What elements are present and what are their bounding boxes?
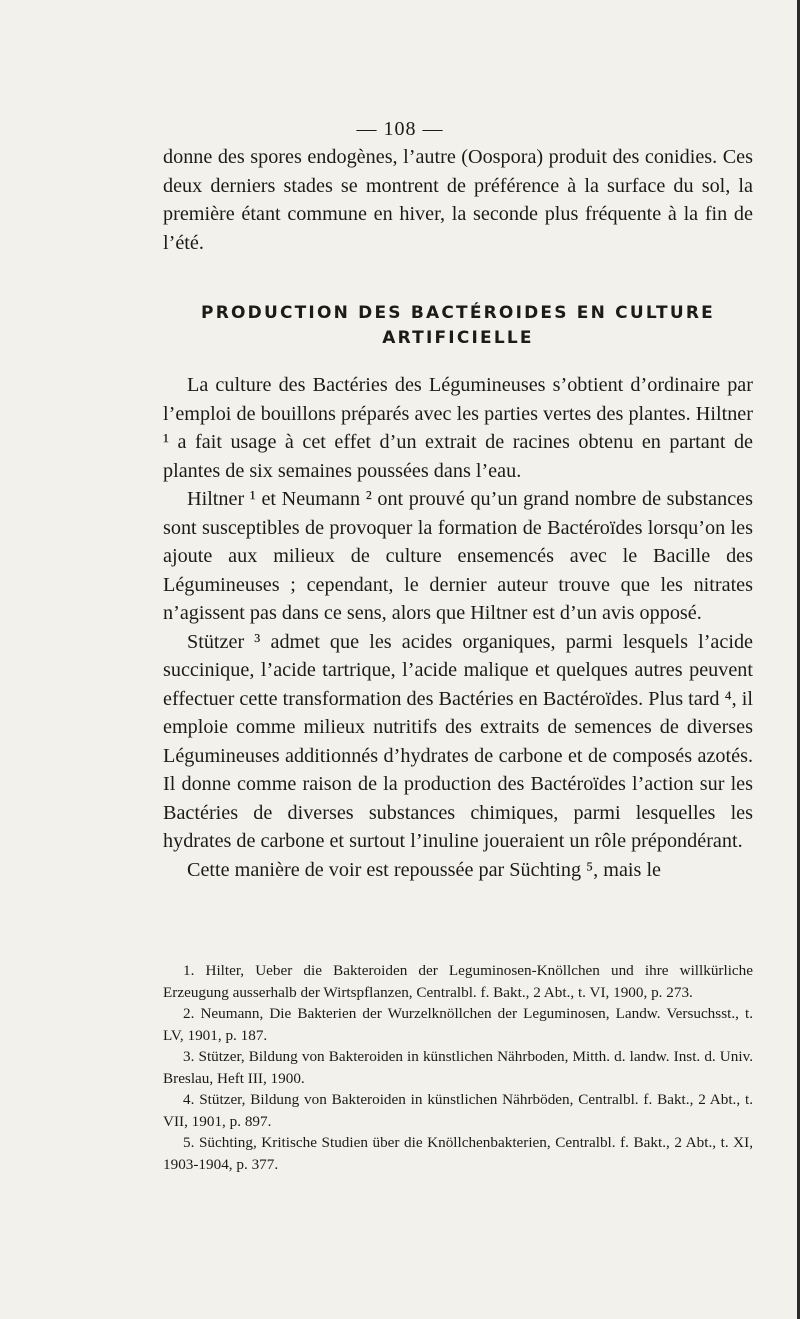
footnote: 3. Stützer, Bildung von Bakteroiden in künstlichen Nährboden, Mitth. d. landw. Inst. d. Univ. Breslau, Heft III, 1900. <box>163 1048 753 1087</box>
section-heading: PRODUCTION DES BACTÉROIDES EN CULTURE ARTIFICIELLE <box>201 303 715 348</box>
footnotes <box>163 960 753 1175</box>
paragraph: La culture des Bactéries des Légumineuses s’obtient d’ordinaire par l’emploi de bouillons préparés avec les parties vertes des plantes. Hiltner ¹ a fait usage à cet effet d’un extrait de racines obtenu en partant de plantes de six semaines poussées dans l’eau. <box>163 374 753 482</box>
page-number: — 108 — <box>356 118 444 140</box>
footnote: 2. Neumann, Die Bakterien der Wurzelknöllchen der Leguminosen, Landw. Versuchsst., t. LV, 1901, p. 187. <box>163 1005 753 1044</box>
paragraph: Stützer ³ admet que les acides organiques, parmi lesquels l’acide succinique, l’acide tartrique, l’acide malique et quelques autres peuvent effectuer cette transformation des Bactéries en Bactéroïdes. Plus tard ⁴, il emploie comme milieux nutritifs des extraits de semences de diverses Légumineuses additionnés d’hydrates de carbone et de composés azotés. Il donne comme raison de la production des Bactéroïdes l’action sur les Bactéries de diverses substances chimiques, parmi lesquelles les hydrates de carbone et surtout l’inuline joueraient un rôle prépondérant. <box>163 630 753 852</box>
paragraph: Cette manière de voir est repoussée par Süchting ⁵, mais le <box>187 858 662 881</box>
footnote: 4. Stützer, Bildung von Bakteroiden in künstlichen Nährböden, Centralbl. f. Bakt., 2 Abt., t. VII, 1901, p. 897. <box>163 1091 753 1130</box>
footnote: 1. Hilter, Ueber die Bakteroiden der Leguminosen-Knöllchen und ihre willkürliche Erzeugung ausserhalb der Wirtspflanzen, Centralbl. f. Bakt., 2 Abt., t. VI, 1900, p. 273. <box>163 962 753 1001</box>
intro-paragraph: donne des spores endogènes, l’autre (Oospora) produit des conidies. Ces deux derniers stades se montrent de préférence à la surface du sol, la première étant commune en hiver, la seconde plus fréquente à la fin de l’été. <box>163 146 753 254</box>
paragraph: Hiltner ¹ et Neumann ² ont prouvé qu’un grand nombre de substances sont susceptibles de provoquer la formation de Bactéroïdes lorsqu’on les ajoute aux milieux de culture ensemencés avec le Bacille des Légumineuses ; cependant, le dernier auteur trouve que les nitrates n’agissent pas dans ce sens, alors que Hiltner est d’un avis opposé. <box>163 488 753 624</box>
main-text <box>163 143 753 884</box>
footnote: 5. Süchting, Kritische Studien über die Knöllchenbakterien, Centralbl. f. Bakt., 2 Abt., t. XI, 1903-1904, p. 377. <box>163 1134 753 1173</box>
